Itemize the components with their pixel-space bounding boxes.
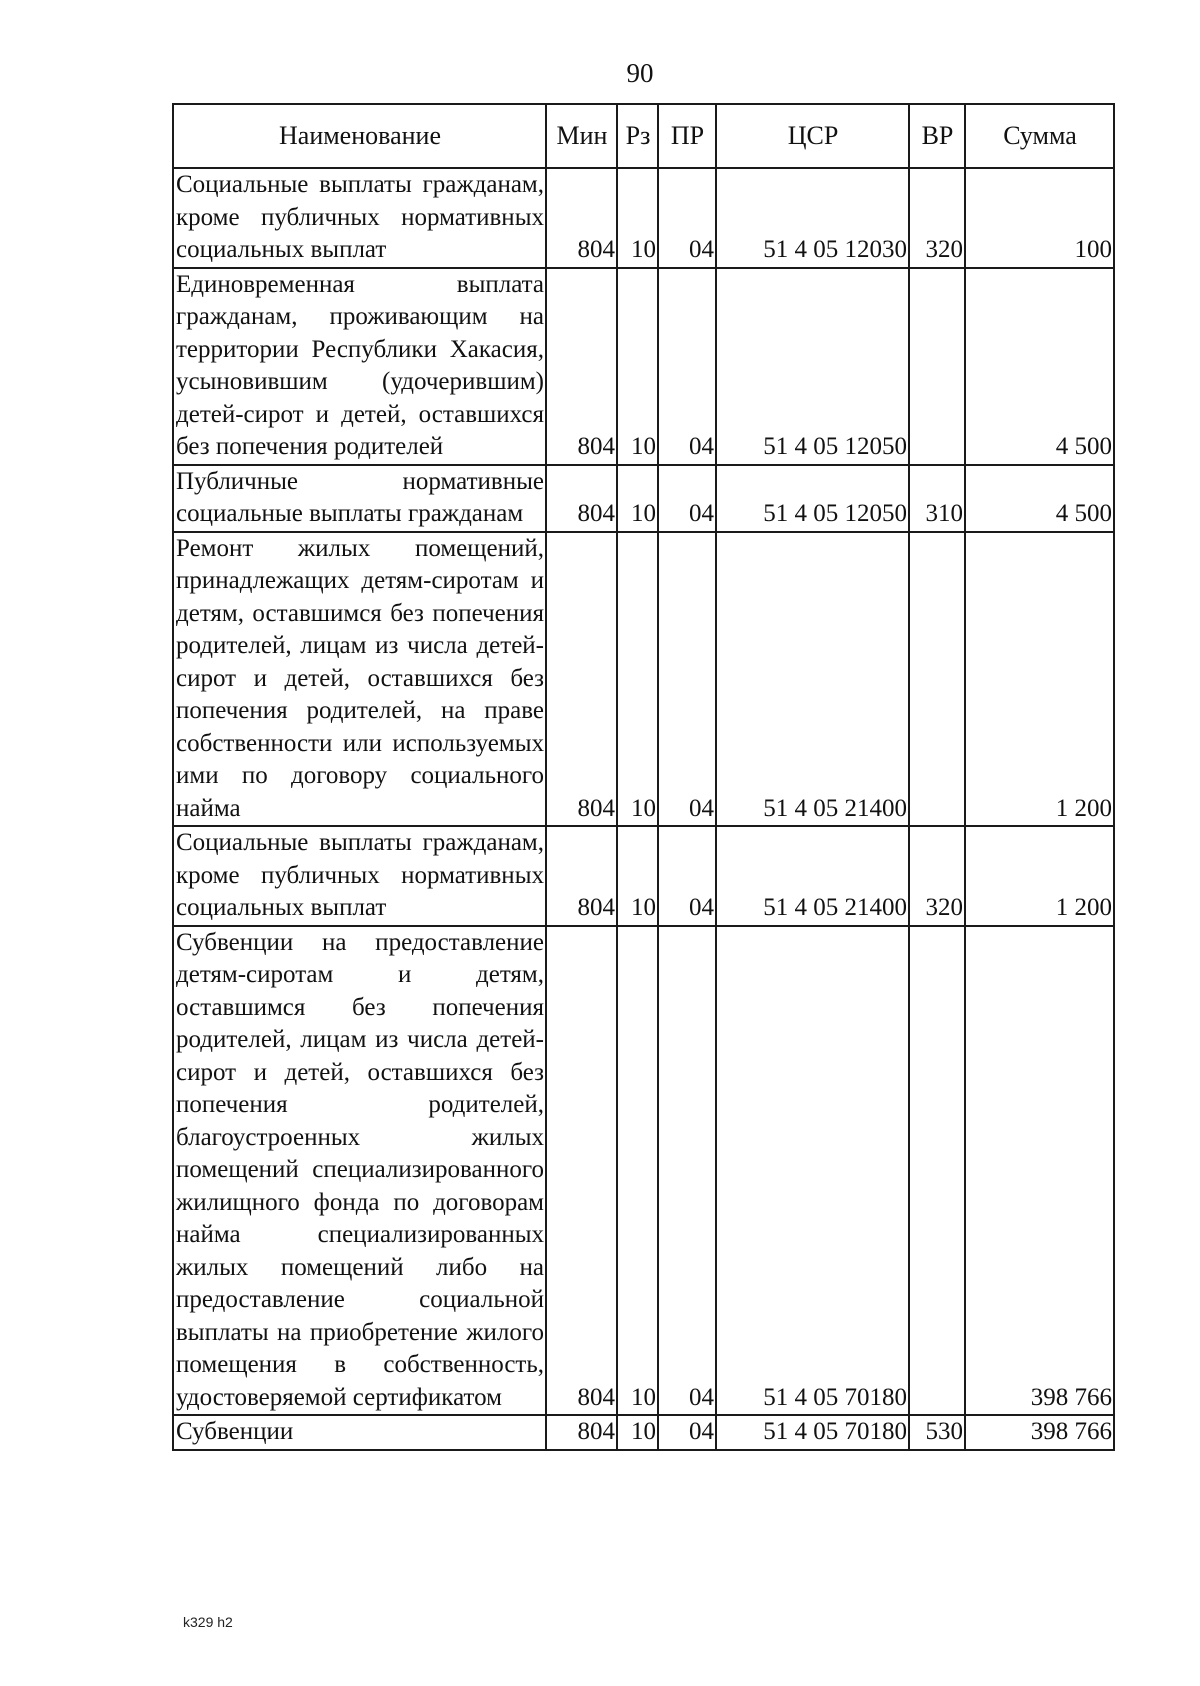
row-csr: 51 4 05 12050	[716, 465, 909, 532]
row-pr: 04	[658, 826, 716, 926]
row-name: Субвенции	[173, 1415, 546, 1450]
row-vr	[909, 532, 965, 827]
row-rz: 10	[617, 465, 658, 532]
row-name: Субвенции на предоставление детям-сиротам и детям, оставшимся без попечения родителей, лицам из числа детей-сирот и детей, оставшихся без попечения родителей, благоустроенных жилых помещений специализированного жилищного фонда по договорам найма специализированных жилых помещений либо на предоставление социальной выплаты на приобретение жилого помещения в собственность, удостоверяемой сертификатом	[173, 926, 546, 1416]
row-sum: 100	[965, 168, 1114, 268]
row-min: 804	[546, 268, 617, 465]
row-name: Ремонт жилых помещений, принадлежащих детям-сиротам и детям, оставшимся без попечения родителей, лицам из числа детей-сирот и детей, оставшихся без попечения родителей, на праве собственности или используемых ими по договору социального найма	[173, 532, 546, 827]
row-pr: 04	[658, 926, 716, 1416]
row-rz: 10	[617, 532, 658, 827]
page-number: 90	[626, 58, 654, 88]
row-rz: 10	[617, 826, 658, 926]
document-code: k329 h2	[183, 1614, 233, 1630]
row-vr: 320	[909, 826, 965, 926]
row-pr: 04	[658, 465, 716, 532]
row-name: Социальные выплаты гражданам, кроме публичных нормативных социальных выплат	[173, 168, 546, 268]
row-name: Социальные выплаты гражданам, кроме публичных нормативных социальных выплат	[173, 826, 546, 926]
row-csr: 51 4 05 70180	[716, 1415, 909, 1450]
row-csr: 51 4 05 70180	[716, 926, 909, 1416]
header-min: Мин	[546, 104, 617, 168]
row-min: 804	[546, 926, 617, 1416]
row-rz: 10	[617, 926, 658, 1416]
row-csr: 51 4 05 12050	[716, 268, 909, 465]
row-vr: 310	[909, 465, 965, 532]
row-rz: 10	[617, 268, 658, 465]
row-min: 804	[546, 826, 617, 926]
row-vr	[909, 926, 965, 1416]
row-min: 804	[546, 168, 617, 268]
row-name: Единовременная выплата гражданам, проживающим на территории Республики Хакасия, усыновившим (удочерившим) детей-сирот и детей, оставшихся без попечения родителей	[173, 268, 546, 465]
row-sum: 1 200	[965, 826, 1114, 926]
row-vr: 530	[909, 1415, 965, 1450]
table-row	[173, 532, 1114, 827]
header-name: Наименование	[173, 104, 546, 168]
row-sum: 4 500	[965, 268, 1114, 465]
row-sum: 1 200	[965, 532, 1114, 827]
row-min: 804	[546, 1415, 617, 1450]
row-rz: 10	[617, 1415, 658, 1450]
row-min: 804	[546, 532, 617, 827]
header-csr: ЦСР	[716, 104, 909, 168]
header-vr: ВР	[909, 104, 965, 168]
row-pr: 04	[658, 1415, 716, 1450]
table-row	[173, 465, 1114, 532]
row-vr: 320	[909, 168, 965, 268]
row-pr: 04	[658, 532, 716, 827]
table-header-row	[173, 104, 1114, 168]
row-csr: 51 4 05 12030	[716, 168, 909, 268]
row-sum: 398 766	[965, 1415, 1114, 1450]
table-row	[173, 926, 1114, 1416]
row-vr	[909, 268, 965, 465]
row-sum: 398 766	[965, 926, 1114, 1416]
table-row	[173, 826, 1114, 926]
header-pr: ПР	[658, 104, 716, 168]
row-csr: 51 4 05 21400	[716, 532, 909, 827]
row-name: Публичные нормативные социальные выплаты гражданам	[173, 465, 546, 532]
row-pr: 04	[658, 168, 716, 268]
row-min: 804	[546, 465, 617, 532]
row-sum: 4 500	[965, 465, 1114, 532]
row-pr: 04	[658, 268, 716, 465]
table-row	[173, 1415, 1114, 1450]
row-rz: 10	[617, 168, 658, 268]
header-sum: Сумма	[965, 104, 1114, 168]
budget-table	[172, 103, 1115, 1451]
table-row	[173, 268, 1114, 465]
header-rz: Рз	[617, 104, 658, 168]
table-row	[173, 168, 1114, 268]
row-csr: 51 4 05 21400	[716, 826, 909, 926]
